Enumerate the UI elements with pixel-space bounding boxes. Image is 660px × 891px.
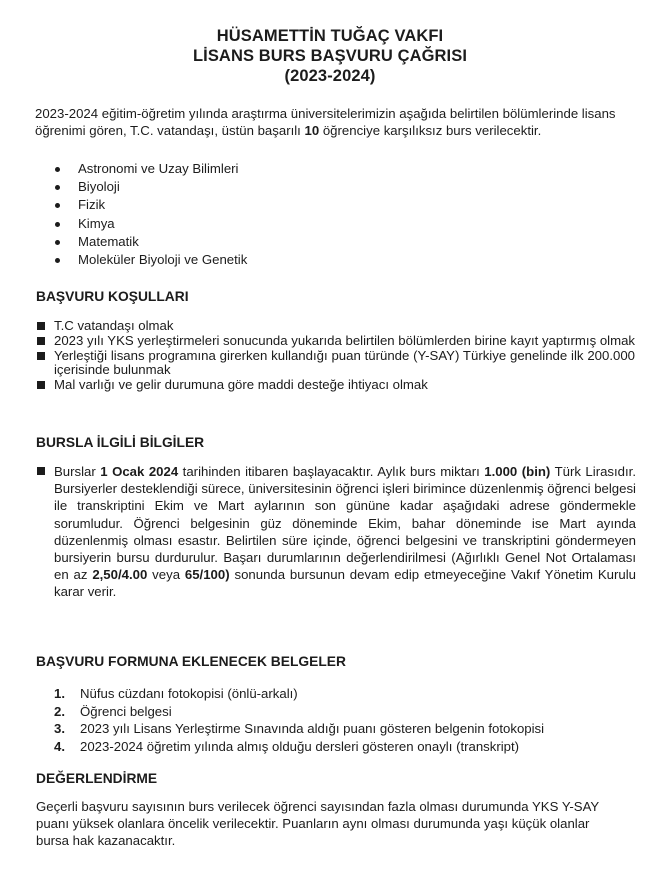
list-item [54,738,544,756]
list-item [36,349,635,379]
documents-heading: BAŞVURU FORMUNA EKLENECEK BELGELER [36,654,346,669]
department-name: Matematik [78,233,139,249]
list-item [52,233,247,251]
square-bullet-icon [37,467,45,475]
item-number: 2. [54,703,65,719]
scholarship-info-list [36,463,636,601]
conditions-list [36,319,635,393]
list-item [52,215,247,233]
scholarship-info-heading: BURSLA İLGİLİ BİLGİLER [36,435,205,450]
department-name: Kimya [78,215,115,231]
intro-text-start: 2023-2024 eğitim-öğretim yılında araştırma üniversitelerimizin aşağıda belirtilen bölümlerinde lisans öğrenimi gören, T.C. vatandaşı, üstün başarılı [35,106,616,138]
document-text: Nüfus cüzdanı fotokopisi (önlü-arkalı) [80,686,298,701]
document-header [0,26,660,86]
list-item [52,196,247,214]
square-bullet-icon [37,381,45,389]
list-item [36,319,635,334]
department-list [52,160,247,269]
bullet-dot-icon [55,203,60,208]
bullet-dot-icon [55,258,60,263]
square-bullet-icon [37,352,45,360]
list-item [36,378,635,393]
list-item: Burslar 1 Ocak 2024 tarihinden itibaren başlayacaktır. Aylık burs miktarı 1.000 (bin) Türk Lirasıdır. Bursiyerler desteklendiği sürece, üniversitesinin öğrenci işleri birimince düzenlenmiş öğrenci belgesi ile transkriptini Ekim ve Mart aylarının son gününe kadar aşağıdaki adrese göndermekle sorumludur. Öğrenci belgesinin güz döneminde Ekim, bahar döneminde ise Mart ayında düzenlenmiş olması esastır. Belirtilen süre içinde, öğrenci belgesini ve transkriptini göndermeyen bursiyerin bursu durdurulur. Başarı durumlarının değerlendirilmesi (Ağırlıklı Genel Not Ortalaması en az 2,50/4.00 veya 65/100) sonunda bursunun devam edip etmeyeceğine Vakıf Yönetim Kurulu karar verir. [36,463,636,601]
document-text: Öğrenci belgesi [80,703,172,719]
document-text: 2023 yılı Lisans Yerleştirme Sınavında aldığı puanı gösteren belgenin fotokopisi [80,721,545,736]
list-item [54,703,544,721]
min-gpa-100: 65/100) [184,567,230,583]
academic-year: (2023-2024) [284,67,376,85]
department-name: Biyoloji [78,179,120,195]
square-bullet-icon [37,322,45,330]
condition-text: Yerleştiği lisans programına girerken kullandığı puan türünde (Y-SAY) Türkiye genelinde ilk 200.000 içerisinde bulunmak [54,347,635,378]
square-bullet-icon [37,337,45,345]
list-item [54,685,544,703]
list-item [52,160,247,178]
intro-text-end: öğrenciye karşılıksız burs verilecektir. [319,122,542,138]
list-item [36,334,635,349]
foundation-title: HÜSAMETTİN TUĞAÇ VAKFI [216,27,444,45]
evaluation-heading: DEĞERLENDİRME [36,771,158,786]
bullet-dot-icon [55,185,60,190]
condition-text: 2023 yılı YKS yerleştirmeleri sonucunda yukarıda belirtilen bölümlerden birine kayıt yaptırmış olmak [54,332,636,348]
list-item [54,720,544,738]
department-name: Moleküler Biyoloji ve Genetik [78,252,248,268]
condition-text: Mal varlığı ve gelir durumuna göre maddi desteğe ihtiyacı olmak [54,377,428,393]
department-name: Astronomi ve Uzay Bilimleri [78,161,239,176]
evaluation-text: Geçerli başvuru sayısının burs verilecek öğrenci sayısından fazla olması durumunda YKS Y-SAY puanı yüksek olanlara öncelik verilecektir. Puanların aynı olması durumunda yaşı küçük olanlar bursa hak kazanacaktır. [36,799,599,848]
bullet-dot-icon [55,240,60,245]
item-number: 4. [54,738,65,754]
condition-text: T.C vatandaşı olmak [54,318,174,333]
student-count: 10 [304,122,320,138]
bullet-dot-icon [55,167,60,172]
start-date: 1 Ocak 2024 [100,464,179,479]
call-title: LİSANS BURS BAŞVURU ÇAĞRISI [192,47,468,65]
item-number: 3. [54,721,65,736]
item-number: 1. [54,686,65,701]
monthly-amount: 1.000 (bin) [484,464,551,479]
documents-list [54,685,544,755]
intro-paragraph [35,106,640,139]
department-name: Fizik [78,197,106,213]
document-text: 2023-2024 öğretim yılında almış olduğu dersleri gösteren onaylı (transkript) [80,738,520,754]
conditions-heading: BAŞVURU KOŞULLARI [36,289,189,304]
list-item [52,251,247,269]
bullet-dot-icon [55,222,60,227]
min-gpa-4: 2,50/4.00 [92,567,148,583]
list-item [52,178,247,196]
